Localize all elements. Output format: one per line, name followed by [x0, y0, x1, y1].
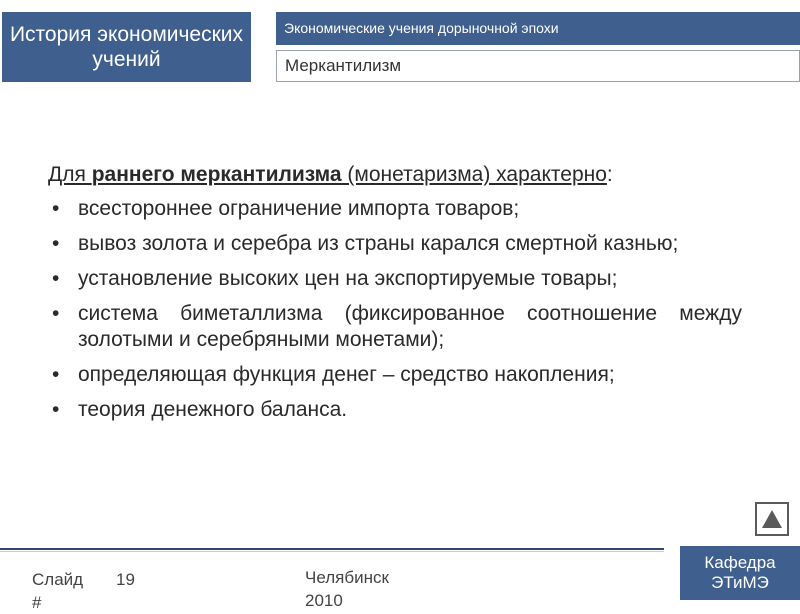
bullet-list: [48, 196, 742, 423]
bullet-text: установление высоких цен на экспортируемые товары;: [78, 267, 618, 290]
intro-colon: :: [606, 163, 613, 186]
bullet-item: [48, 196, 742, 222]
course-title: История экономических учений: [2, 12, 251, 82]
bullet-dot: •: [52, 363, 60, 386]
intro-prefix: Для: [48, 163, 92, 186]
slide-content: [48, 162, 742, 432]
bullet-item: [48, 362, 742, 388]
intro-emphasis: раннего меркантилизма: [91, 163, 342, 186]
bullet-text: вывоз золота и серебра из страны карался смертной казнью;: [78, 232, 679, 255]
bullet-dot: •: [52, 267, 60, 290]
section-title: Экономические учения дорыночной эпохи: [276, 12, 800, 45]
bullet-dot: •: [52, 232, 60, 255]
bullet-item: [48, 301, 742, 353]
footer-divider: [0, 548, 664, 550]
footer-divider-shadow: [0, 551, 664, 552]
bullet-text: теория денежного баланса.: [78, 398, 348, 421]
bullet-dot: •: [52, 398, 60, 421]
bullet-item: [48, 266, 742, 292]
scroll-up-button[interactable]: [755, 502, 789, 536]
bullet-text: определяющая функция денег – средство накопления;: [78, 363, 615, 386]
triangle-up-icon: [762, 510, 782, 528]
bullet-dot: •: [52, 302, 60, 325]
bullet-text: всестороннее ограничение импорта товаров;: [78, 197, 520, 220]
bullet-text: система биметаллизма (фиксированное соотношение между золотыми и серебряными монетами);: [78, 302, 742, 351]
city-year: Челябинск 2010: [305, 568, 389, 610]
bullet-dot: •: [52, 197, 60, 220]
intro-suffix: (монетаризма) характерно: [341, 163, 607, 186]
bullet-item: [48, 397, 742, 423]
bullet-item: [48, 231, 742, 257]
intro-line: [48, 162, 742, 188]
slide-label: Слайд #: [32, 570, 84, 612]
intro-underlined: [48, 163, 607, 186]
topic-title: Меркантилизм: [276, 50, 800, 82]
department-label: Кафедра ЭТиМЭ: [680, 546, 800, 600]
slide-number: 19: [116, 570, 135, 589]
